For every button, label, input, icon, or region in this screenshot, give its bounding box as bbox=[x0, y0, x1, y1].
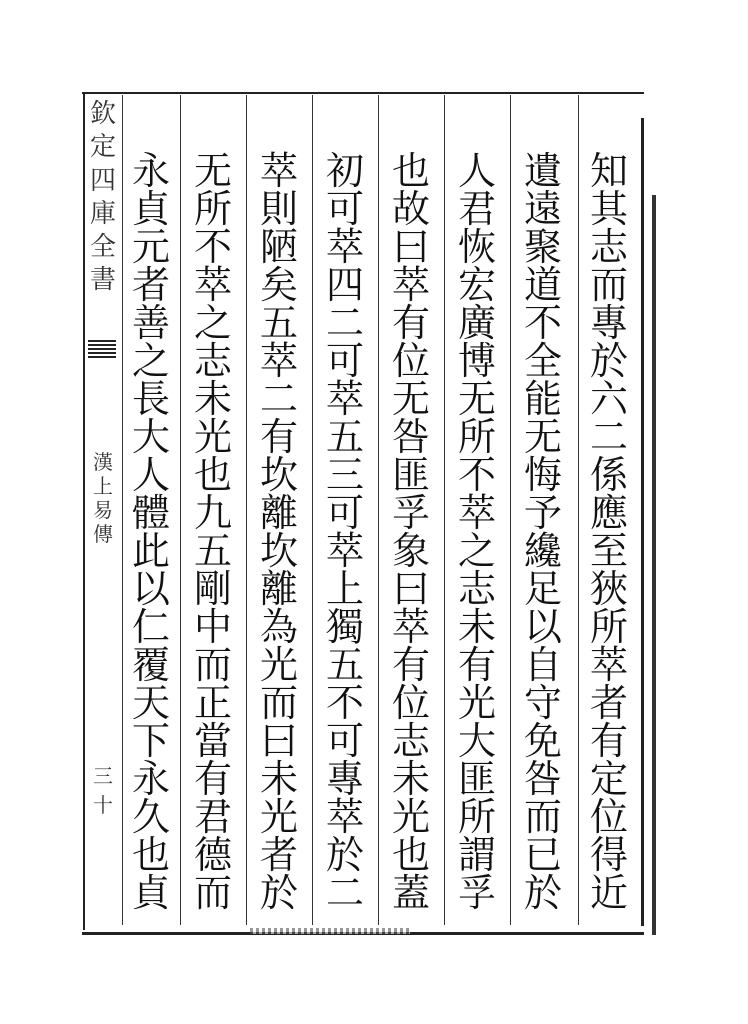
glyph: 係 bbox=[589, 453, 628, 497]
glyph: 所 bbox=[193, 187, 232, 231]
glyph: 矣 bbox=[259, 263, 298, 307]
glyph: 而 bbox=[193, 871, 232, 915]
glyph: 之 bbox=[131, 339, 170, 383]
glyph: 初 bbox=[325, 149, 364, 193]
glyph: 无 bbox=[193, 149, 232, 193]
text-column-6 bbox=[254, 149, 304, 915]
frame-left-rule bbox=[83, 92, 85, 930]
glyph: 光 bbox=[259, 795, 298, 839]
glyph: 也 bbox=[131, 833, 170, 877]
glyph: 不 bbox=[325, 681, 364, 725]
glyph: 也 bbox=[391, 149, 430, 193]
glyph: 得 bbox=[589, 833, 628, 877]
glyph: 博 bbox=[457, 339, 496, 383]
text-column-4 bbox=[386, 149, 436, 915]
glyph: 二 bbox=[325, 871, 364, 915]
glyph: 自 bbox=[523, 643, 562, 687]
glyph: 傳 bbox=[93, 522, 113, 546]
frame-right-outer-rule bbox=[652, 195, 656, 935]
glyph: 而 bbox=[259, 681, 298, 725]
glyph: 免 bbox=[523, 719, 562, 763]
glyph: 下 bbox=[131, 719, 170, 763]
glyph: 則 bbox=[259, 187, 298, 231]
glyph: 未 bbox=[259, 757, 298, 801]
glyph: 二 bbox=[259, 377, 298, 421]
glyph: 光 bbox=[193, 415, 232, 459]
glyph: 萃 bbox=[325, 529, 364, 573]
glyph: 大 bbox=[131, 415, 170, 459]
glyph: 故 bbox=[391, 187, 430, 231]
glyph: 六 bbox=[589, 377, 628, 421]
glyph: 正 bbox=[193, 681, 232, 725]
glyph: 知 bbox=[589, 149, 628, 193]
margin-title bbox=[86, 98, 120, 298]
glyph: 書 bbox=[89, 265, 116, 296]
glyph: 萃 bbox=[325, 795, 364, 839]
glyph: 貞 bbox=[131, 871, 170, 915]
glyph: 近 bbox=[589, 871, 628, 915]
glyph: 所 bbox=[589, 605, 628, 649]
glyph: 於 bbox=[589, 339, 628, 383]
glyph: 君 bbox=[193, 795, 232, 839]
glyph: 九 bbox=[193, 491, 232, 535]
glyph: 无 bbox=[391, 377, 430, 421]
glyph: 而 bbox=[523, 795, 562, 839]
glyph: 易 bbox=[93, 498, 113, 522]
glyph: 覆 bbox=[131, 643, 170, 687]
glyph: 可 bbox=[325, 187, 364, 231]
glyph: 萃 bbox=[391, 605, 430, 649]
frame-right-rule bbox=[641, 118, 644, 926]
glyph: 庫 bbox=[89, 198, 116, 229]
glyph: 至 bbox=[589, 529, 628, 573]
glyph: 漢 bbox=[93, 450, 113, 474]
glyph: 蓋 bbox=[391, 871, 430, 915]
glyph: 永 bbox=[131, 149, 170, 193]
glyph: 五 bbox=[193, 529, 232, 573]
glyph: 全 bbox=[523, 339, 562, 383]
glyph: 以 bbox=[523, 605, 562, 649]
glyph: 可 bbox=[325, 719, 364, 763]
glyph: 曰 bbox=[391, 567, 430, 611]
glyph: 剛 bbox=[193, 567, 232, 611]
glyph: 萃 bbox=[193, 263, 232, 307]
glyph: 久 bbox=[131, 795, 170, 839]
glyph: 定 bbox=[89, 132, 116, 163]
glyph: 光 bbox=[391, 795, 430, 839]
glyph: 象 bbox=[391, 529, 430, 573]
column-rule bbox=[444, 95, 445, 925]
text-column-3 bbox=[452, 149, 502, 915]
glyph: 所 bbox=[457, 415, 496, 459]
glyph: 於 bbox=[325, 833, 364, 877]
glyph: 无 bbox=[457, 377, 496, 421]
column-rule bbox=[378, 95, 379, 925]
glyph: 位 bbox=[391, 339, 430, 383]
glyph: 也 bbox=[391, 833, 430, 877]
glyph: 專 bbox=[325, 757, 364, 801]
glyph: 上 bbox=[93, 474, 113, 498]
glyph: 聚 bbox=[523, 225, 562, 269]
glyph: 四 bbox=[89, 165, 116, 196]
glyph: 有 bbox=[457, 643, 496, 687]
column-rule bbox=[122, 95, 123, 925]
glyph: 人 bbox=[131, 453, 170, 497]
glyph: 而 bbox=[589, 263, 628, 307]
glyph: 坎 bbox=[259, 453, 298, 497]
glyph: 志 bbox=[391, 719, 430, 763]
glyph: 道 bbox=[523, 263, 562, 307]
glyph: 大 bbox=[457, 719, 496, 763]
glyph: 於 bbox=[259, 871, 298, 915]
column-rule bbox=[510, 95, 511, 925]
glyph: 未 bbox=[391, 757, 430, 801]
text-column-7 bbox=[188, 149, 238, 915]
glyph: 離 bbox=[259, 491, 298, 535]
glyph: 離 bbox=[259, 567, 298, 611]
glyph: 之 bbox=[193, 301, 232, 345]
glyph: 中 bbox=[193, 605, 232, 649]
glyph: 坎 bbox=[259, 529, 298, 573]
glyph: 五 bbox=[259, 301, 298, 345]
glyph: 全 bbox=[89, 232, 116, 263]
glyph: 長 bbox=[131, 377, 170, 421]
glyph: 咎 bbox=[391, 415, 430, 459]
glyph: 位 bbox=[391, 681, 430, 725]
text-column-2 bbox=[518, 149, 568, 915]
glyph: 无 bbox=[523, 415, 562, 459]
glyph: 恢 bbox=[457, 225, 496, 269]
glyph: 廣 bbox=[457, 301, 496, 345]
glyph: 狹 bbox=[589, 567, 628, 611]
column-rule bbox=[312, 95, 313, 925]
glyph: 纔 bbox=[523, 529, 562, 573]
print-smudge bbox=[250, 928, 410, 934]
glyph: 有 bbox=[391, 301, 430, 345]
glyph: 孚 bbox=[457, 871, 496, 915]
glyph: 宏 bbox=[457, 263, 496, 307]
glyph: 為 bbox=[259, 605, 298, 649]
glyph: 體 bbox=[131, 491, 170, 535]
glyph: 萃 bbox=[457, 491, 496, 535]
glyph: 者 bbox=[259, 833, 298, 877]
glyph: 永 bbox=[131, 757, 170, 801]
glyph: 之 bbox=[457, 529, 496, 573]
text-column-8 bbox=[126, 149, 176, 915]
margin-subtitle bbox=[90, 450, 116, 546]
text-column-5 bbox=[320, 149, 370, 915]
glyph: 萃 bbox=[391, 263, 430, 307]
glyph: 萃 bbox=[325, 225, 364, 269]
glyph: 志 bbox=[589, 225, 628, 269]
glyph: 萃 bbox=[259, 149, 298, 193]
glyph: 應 bbox=[589, 491, 628, 535]
glyph: 孚 bbox=[391, 491, 430, 535]
glyph: 元 bbox=[131, 225, 170, 269]
glyph: 也 bbox=[193, 453, 232, 497]
glyph: 專 bbox=[589, 301, 628, 345]
glyph: 光 bbox=[259, 643, 298, 687]
glyph: 謂 bbox=[457, 833, 496, 877]
glyph: 守 bbox=[523, 681, 562, 725]
glyph: 足 bbox=[523, 567, 562, 611]
glyph: 光 bbox=[457, 681, 496, 725]
glyph: 二 bbox=[325, 301, 364, 345]
glyph: 萃 bbox=[259, 339, 298, 383]
glyph: 咎 bbox=[523, 757, 562, 801]
glyph: 曰 bbox=[259, 719, 298, 763]
glyph: 者 bbox=[589, 681, 628, 725]
glyph: 於 bbox=[523, 871, 562, 915]
glyph: 位 bbox=[589, 795, 628, 839]
glyph: 可 bbox=[325, 339, 364, 383]
glyph: 不 bbox=[523, 301, 562, 345]
glyph: 獨 bbox=[325, 605, 364, 649]
glyph: 三 bbox=[325, 453, 364, 497]
glyph: 能 bbox=[523, 377, 562, 421]
glyph: 有 bbox=[589, 719, 628, 763]
glyph: 德 bbox=[193, 833, 232, 877]
glyph: 匪 bbox=[457, 757, 496, 801]
glyph: 悔 bbox=[523, 453, 562, 497]
fish-tail-mark bbox=[88, 340, 116, 358]
glyph: 定 bbox=[589, 757, 628, 801]
glyph: 五 bbox=[325, 643, 364, 687]
glyph: 未 bbox=[193, 377, 232, 421]
glyph: 陋 bbox=[259, 225, 298, 269]
glyph: 此 bbox=[131, 529, 170, 573]
glyph: 君 bbox=[457, 187, 496, 231]
glyph: 上 bbox=[325, 567, 364, 611]
glyph: 萃 bbox=[325, 377, 364, 421]
glyph: 遺 bbox=[523, 149, 562, 193]
column-rule bbox=[578, 95, 579, 925]
glyph: 當 bbox=[193, 719, 232, 763]
glyph: 四 bbox=[325, 263, 364, 307]
column-rule bbox=[246, 95, 247, 925]
glyph: 而 bbox=[193, 643, 232, 687]
glyph: 善 bbox=[131, 301, 170, 345]
glyph: 欽 bbox=[89, 99, 116, 129]
glyph: 可 bbox=[325, 491, 364, 535]
column-rule bbox=[180, 95, 181, 925]
glyph: 貞 bbox=[131, 187, 170, 231]
glyph: 萃 bbox=[589, 643, 628, 687]
glyph: 者 bbox=[131, 263, 170, 307]
glyph: 所 bbox=[457, 795, 496, 839]
glyph: 已 bbox=[523, 833, 562, 877]
glyph: 不 bbox=[193, 225, 232, 269]
glyph: 予 bbox=[523, 491, 562, 535]
glyph: 其 bbox=[589, 187, 628, 231]
text-column-1 bbox=[584, 149, 634, 915]
glyph: 仁 bbox=[131, 605, 170, 649]
glyph: 人 bbox=[457, 149, 496, 193]
glyph: 有 bbox=[259, 415, 298, 459]
glyph: 五 bbox=[325, 415, 364, 459]
glyph: 未 bbox=[457, 605, 496, 649]
glyph: 志 bbox=[457, 567, 496, 611]
glyph: 二 bbox=[589, 415, 628, 459]
glyph: 以 bbox=[131, 567, 170, 611]
glyph: 有 bbox=[391, 643, 430, 687]
glyph: 志 bbox=[193, 339, 232, 383]
glyph: 匪 bbox=[391, 453, 430, 497]
glyph: 天 bbox=[131, 681, 170, 725]
glyph: 不 bbox=[457, 453, 496, 497]
glyph: 遠 bbox=[523, 187, 562, 231]
folio-number: 三十 bbox=[93, 764, 113, 817]
glyph: 曰 bbox=[391, 225, 430, 269]
glyph: 有 bbox=[193, 757, 232, 801]
